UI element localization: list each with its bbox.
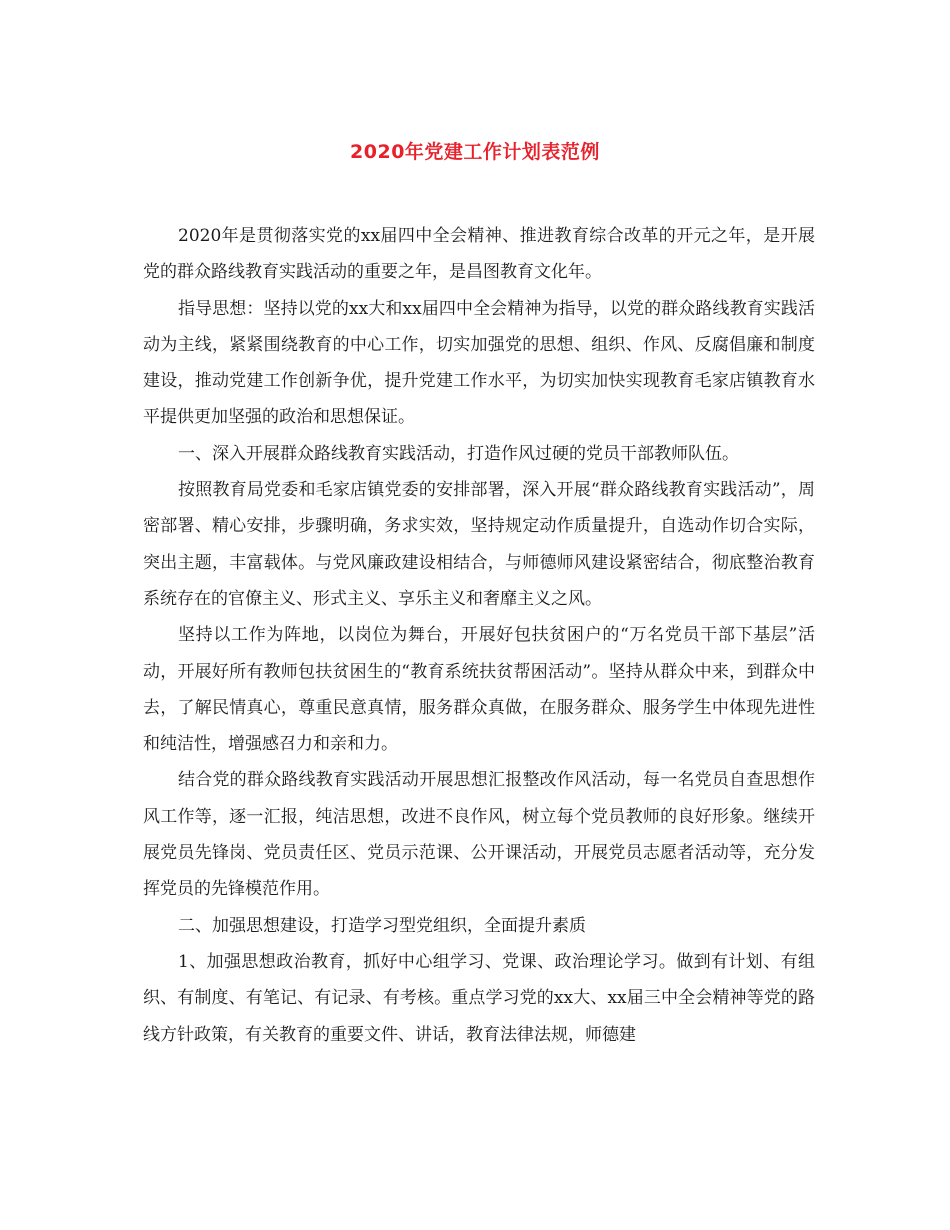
document-body [143,218,815,1053]
paragraph-self-inspection: 结合党的群众路线教育实践活动开展思想汇报整改作风活动，每一名党员自查思想作风工作等，逐一汇报，纯洁思想，改进不良作风，树立每个党员教师的良好形象。继续开展党员先锋岗、党员责任区、党员示范课、公开课活动，开展党员志愿者活动等，充分发挥党员的先锋模范作用。 [143,770,815,900]
paragraph-intro: 2020年是贯彻落实党的xx届四中全会精神、推进教育综合改革的开元之年，是开展党的群众路线教育实践活动的重要之年，是昌图教育文化年。 [143,226,815,283]
paragraph-guiding-thought: 指导思想：坚持以党的xx大和xx届四中全会精神为指导，以党的群众路线教育实践活动为主线，紧紧围绕教育的中心工作，切实加强党的思想、组织、作风、反腐倡廉和制度建设，推动党建工作创新争优，提升党建工作水平，为切实加快实现教育毛家店镇教育水平提供更加坚强的政治和思想保证。 [143,298,815,428]
paragraph-deployment: 按照教育局党委和毛家店镇党委的安排部署，深入开展“群众路线教育实践活动”，周密部署、精心安排，步骤明确，务求实效，坚持规定动作质量提升，自选动作切合实际，突出主题，丰富载体。与党风廉政建设相结合，与师德师风建设紧密结合，彻底整治教育系统存在的官僚主义、形式主义、享乐主义和奢靡主义之风。 [143,480,815,609]
paragraph-grassroots: 坚持以工作为阵地，以岗位为舞台，开展好包扶贫困户的“万名党员干部下基层”活动，开展好所有教师包扶贫困生的“教育系统扶贫帮困活动”。坚持从群众中来，到群众中去，了解民情真心，尊重民意真情，服务群众真做，在服务群众、服务学生中体现先进性和纯洁性，增强感召力和亲和力。 [143,625,815,755]
document-title: 2020年党建工作计划表范例 [350,141,600,163]
section-heading-1: 一、深入开展群众路线教育实践活动，打造作风过硬的党员干部教师队伍。 [178,443,739,464]
section-heading-2: 二、加强思想建设，打造学习型党组织，全面提升素质 [178,915,586,936]
paragraph-political-education: 1、加强思想政治教育，抓好中心组学习、党课、政治理论学习。做到有计划、有组织、有制度、有笔记、有记录、有考核。重点学习党的xx大、xx届三中全会精神等党的路线方针政策，有关教育的重要文件、讲话，教育法律法规，师德建 [143,951,815,1045]
